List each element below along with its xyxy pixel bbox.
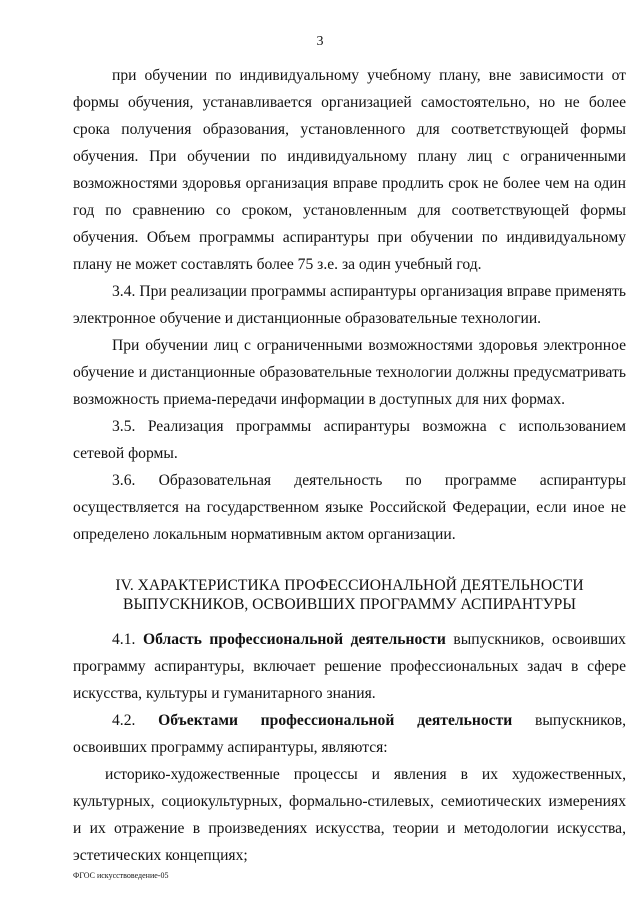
section-heading-line-2: ВЫПУСКНИКОВ, ОСВОИВШИХ ПРОГРАММУ АСПИРАНТУРЫ: [123, 596, 576, 613]
paragraph: при обучении по индивидуальному учебному плану, вне зависимости от формы обучения, устанавливается организацией самостоятельно, но не более срока получения образования, установленного для соответствующей формы обучения. При обучении по индивидуальному плану лиц с ограниченными возможностями здоровья организация вправе продлить срок не более чем на один год по сравнению со сроком, установленным для соответствующей формы обучения. Объем программы аспирантуры при обучении по индивидуальному плану не может составлять более 75 з.е. за один учебный год.: [73, 67, 626, 273]
section-heading: [73, 576, 626, 614]
item-4-1: [73, 626, 626, 707]
item-text: выпускников, освоивших программу аспирантуры, являются:: [73, 712, 626, 756]
footer-text: ФГОС искусствоведение-05: [73, 871, 169, 880]
paragraph: При обучении лиц с ограниченными возможностями здоровья электронное обучение и дистанционные образовательные технологии должны предусматривать возможность приема-передачи информации в доступных для них формах.: [73, 337, 626, 408]
list-item: историко-художественные процессы и явления в их художественных, культурных, социокультурных, формально-стилевых, семиотических измерениях и их отражение в произведениях искусства, теории и методологии искусства, эстетических концепциях;: [73, 766, 626, 864]
section-heading-line-1: IV. ХАРАКТЕРИСТИКА ПРОФЕССИОНАЛЬНОЙ ДЕЯТЕЛЬНОСТИ: [115, 577, 584, 594]
item-number: 4.2.: [112, 712, 136, 729]
document-body: [73, 62, 626, 869]
item-bold-term: Область профессиональной деятельности: [142, 631, 446, 648]
paragraph: 3.6. Образовательная деятельность по программе аспирантуры осуществляется на государственном языке Российской Федерации, если иное не определено локальным нормативным актом организации.: [73, 472, 626, 543]
item-4-2: [73, 707, 626, 761]
page-number: 3: [316, 34, 324, 49]
item-bold-term: Объектами профессиональной деятельности: [158, 712, 513, 729]
item-number: 4.1.: [112, 631, 136, 648]
paragraph: 3.4. При реализации программы аспирантуры организация вправе применять электронное обучение и дистанционные образовательные технологии.: [73, 283, 626, 327]
item-text: выпускников, освоивших программу аспирантуры, включает решение профессиональных задач в сфере искусства, культуры и гуманитарного знания.: [73, 631, 626, 702]
paragraph: 3.5. Реализация программы аспирантуры возможна с использованием сетевой формы.: [73, 418, 626, 462]
